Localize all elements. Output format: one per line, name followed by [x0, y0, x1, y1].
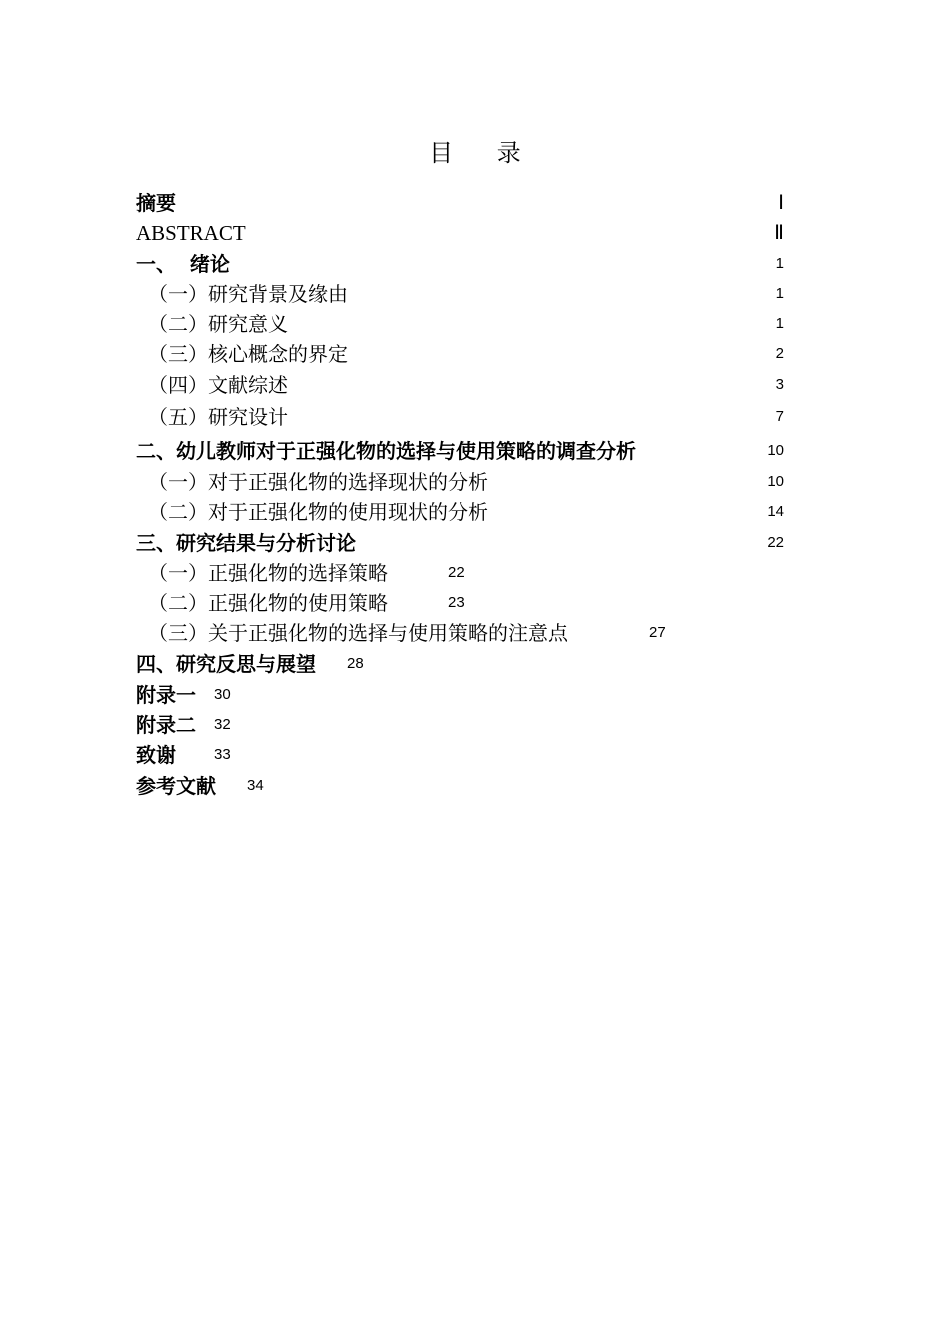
toc-entry-section-3-1[interactable]: [0, 558, 950, 588]
toc-entry-section-1-4[interactable]: [0, 370, 950, 400]
toc-entry-label: 二、幼儿教师对于正强化物的选择与使用策略的调查分析: [136, 439, 636, 463]
toc-entry-label: （五）研究设计: [148, 405, 288, 429]
toc-entry-page: 27: [649, 624, 666, 641]
toc-entry-page: Ⅱ: [774, 222, 784, 244]
toc-entry-appendix-2[interactable]: [0, 710, 950, 740]
toc-entry-page: 28: [347, 655, 364, 672]
toc-entry-section-1-2[interactable]: [0, 309, 950, 339]
toc-entry-label: （二）对于正强化物的使用现状的分析: [148, 500, 488, 524]
toc-entry-page: 34: [247, 777, 264, 794]
toc-entry-section-3-3[interactable]: [0, 618, 950, 648]
toc-entry-label: 四、研究反思与展望: [136, 652, 316, 676]
toc-entry-page: 1: [775, 315, 784, 332]
toc-entry-page: 23: [448, 594, 465, 611]
toc-entry-label: 摘要: [136, 191, 176, 215]
toc-entry-chapter-4[interactable]: [0, 649, 950, 679]
toc-entry-page: 33: [214, 746, 231, 763]
toc-entry-page: 1: [775, 285, 784, 302]
toc-entry-label: （三）核心概念的界定: [148, 342, 348, 366]
toc-entry-section-2-1[interactable]: [0, 467, 950, 497]
toc-entry-section-1-3[interactable]: [0, 339, 950, 369]
toc-entry-label: （二）正强化物的使用策略: [148, 591, 388, 615]
toc-entry-label: 致谢: [136, 743, 176, 767]
toc-entry-page: 32: [214, 716, 231, 733]
toc-entry-section-2-2[interactable]: [0, 497, 950, 527]
toc-entry-chapter-2[interactable]: [0, 436, 950, 466]
toc-entry-label: （一）研究背景及缘由: [148, 282, 348, 306]
page-title: 目 录: [429, 139, 539, 167]
toc-entry-page: 14: [767, 503, 784, 520]
toc-entry-page: Ⅰ: [778, 192, 784, 214]
toc-entry-page: 1: [775, 255, 784, 272]
toc-entry-label: 附录二: [136, 713, 196, 737]
toc-entry-label: （一）对于正强化物的选择现状的分析: [148, 470, 488, 494]
toc-entry-section-1-5[interactable]: [0, 402, 950, 432]
toc-entry-references[interactable]: [0, 771, 950, 801]
toc-entry-page: 10: [767, 473, 784, 490]
toc-entry-label: 三、研究结果与分析讨论: [136, 531, 356, 555]
toc-entry-page: 2: [775, 345, 784, 362]
toc-entry-page: 3: [775, 376, 784, 393]
toc-entry-label: 附录一: [136, 683, 196, 707]
toc-entry-page: 22: [448, 564, 465, 581]
toc-entry-section-1-1[interactable]: [0, 279, 950, 309]
toc-entry-page: 22: [767, 534, 784, 551]
toc-entry-chapter-3[interactable]: [0, 528, 950, 558]
toc-entry-section-3-2[interactable]: [0, 588, 950, 618]
toc-entry-label: ABSTRACT: [136, 221, 246, 245]
toc-entry-label: （四）文献综述: [148, 373, 288, 397]
toc-entry-label: （三）关于正强化物的选择与使用策略的注意点: [148, 621, 568, 645]
toc-entry-page: 30: [214, 686, 231, 703]
toc-entry-abstract-cn[interactable]: [0, 188, 950, 218]
toc-entry-appendix-1[interactable]: [0, 680, 950, 710]
toc-entry-label: （一）正强化物的选择策略: [148, 561, 388, 585]
toc-entry-page: 7: [775, 408, 784, 425]
toc-entry-label: （二）研究意义: [148, 312, 288, 336]
toc-entry-acknowledgements[interactable]: [0, 740, 950, 770]
toc-entry-label: 一、 绪论: [136, 252, 230, 276]
toc-entry-chapter-1[interactable]: [0, 249, 950, 279]
toc-entry-page: 10: [767, 442, 784, 459]
toc-entry-label: 参考文献: [136, 774, 216, 798]
toc-entry-abstract-en[interactable]: [0, 218, 950, 248]
